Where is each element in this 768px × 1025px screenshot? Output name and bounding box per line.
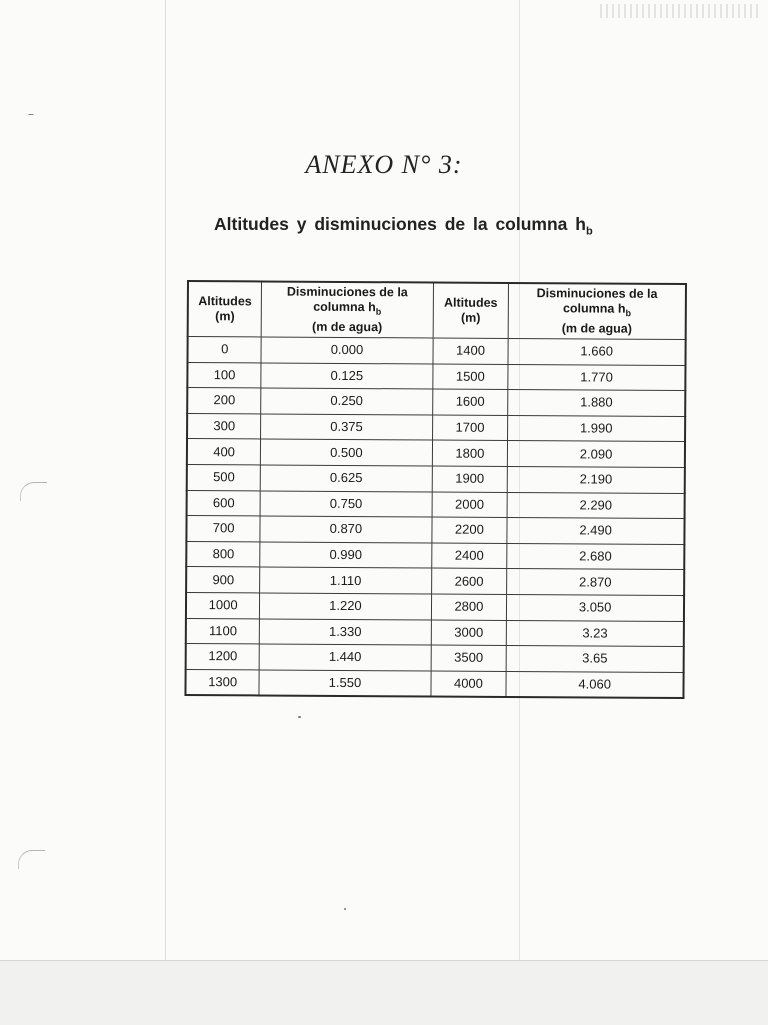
cell-decrease: 2.190 <box>508 466 685 493</box>
cell-decrease: 1.660 <box>508 338 685 365</box>
punch-hole <box>18 850 45 869</box>
cell-altitude: 1800 <box>432 440 508 466</box>
cell-decrease: 3.23 <box>507 620 684 647</box>
table-row <box>186 567 684 596</box>
header-altitudes: Altitudes (m) <box>188 281 262 337</box>
table-row <box>187 439 685 468</box>
cell-altitude: 500 <box>187 464 261 490</box>
table-row <box>187 337 685 366</box>
punch-hole <box>20 482 47 501</box>
cell-decrease: 2.290 <box>507 492 684 519</box>
cell-altitude: 800 <box>186 541 260 567</box>
table-row <box>187 464 685 493</box>
cell-altitude: 100 <box>187 362 261 388</box>
cell-decrease: 0.250 <box>261 388 432 415</box>
cell-decrease: 4.060 <box>506 671 683 698</box>
cell-decrease: 0.990 <box>260 542 431 569</box>
cell-decrease: 3.050 <box>507 594 684 621</box>
cell-altitude: 200 <box>187 388 261 414</box>
scan-bottom-edge <box>0 960 768 1025</box>
cell-altitude: 0 <box>187 337 261 363</box>
caption-text: Altitudes y disminuciones de la columna h <box>214 214 586 234</box>
cell-decrease: 2.490 <box>507 518 684 545</box>
table-row <box>185 669 683 698</box>
cell-decrease: 1.770 <box>508 364 685 391</box>
cell-altitude: 1500 <box>432 364 508 390</box>
caption-subscript: b <box>585 225 593 238</box>
cell-altitude: 900 <box>186 567 260 593</box>
cell-decrease: 1.110 <box>260 567 431 594</box>
page-title: ANEXO N° 3: <box>305 150 463 179</box>
header-altitudes: Altitudes (m) <box>433 283 509 339</box>
cell-altitude: 1400 <box>433 338 509 364</box>
scan-speck <box>344 908 346 910</box>
cell-decrease: 0.870 <box>260 516 431 543</box>
cell-decrease: 1.550 <box>259 670 430 697</box>
table-row <box>186 618 684 647</box>
scan-speck <box>28 114 34 115</box>
cell-altitude: 1000 <box>186 592 260 618</box>
cell-decrease: 0.000 <box>261 337 432 364</box>
cell-altitude: 1900 <box>432 466 508 492</box>
scan-noise <box>600 4 760 18</box>
header-decrease: Disminuciones de la columna $h_b$ (m de agua) <box>508 283 686 340</box>
cell-altitude: 700 <box>186 516 260 542</box>
table-row <box>186 644 684 673</box>
cell-altitude: 3500 <box>431 645 507 671</box>
cell-decrease: 1.330 <box>260 618 431 645</box>
cell-altitude: 2200 <box>431 517 507 543</box>
cell-decrease: 2.870 <box>507 569 684 596</box>
cell-decrease: 0.500 <box>261 439 432 466</box>
cell-decrease: 0.625 <box>261 465 432 492</box>
table-body <box>185 337 685 699</box>
cell-decrease: 0.375 <box>261 414 432 441</box>
table-row <box>187 490 685 519</box>
table-header-row <box>188 281 686 340</box>
cell-altitude: 300 <box>187 413 261 439</box>
table-row <box>186 541 684 570</box>
cell-altitude: 2800 <box>431 594 507 620</box>
cell-altitude: 1600 <box>432 389 508 415</box>
header-decrease: Disminuciones de la columna $h_b$ (m de agua) <box>261 281 433 338</box>
cell-decrease: 2.090 <box>508 441 685 468</box>
table-row <box>186 592 684 621</box>
table-row <box>186 516 684 545</box>
table-row <box>187 413 685 442</box>
cell-altitude: 1700 <box>432 415 508 441</box>
cell-altitude: 2600 <box>431 568 507 594</box>
scan-speck <box>298 716 301 718</box>
cell-altitude: 2000 <box>432 492 508 518</box>
cell-decrease: 2.680 <box>507 543 684 570</box>
altitude-table <box>184 280 687 699</box>
cell-decrease: 1.880 <box>508 390 685 417</box>
cell-decrease: 1.990 <box>508 415 685 442</box>
cell-altitude: 1200 <box>186 644 260 670</box>
cell-decrease: 1.440 <box>259 644 430 671</box>
cell-altitude: 600 <box>187 490 261 516</box>
cell-decrease: 3.65 <box>506 646 683 673</box>
table-row <box>187 362 685 391</box>
margin-line <box>165 0 166 960</box>
cell-altitude: 1100 <box>186 618 260 644</box>
cell-altitude: 400 <box>187 439 261 465</box>
cell-altitude: 4000 <box>430 671 506 698</box>
cell-altitude: 3000 <box>431 620 507 646</box>
cell-altitude: 1300 <box>185 669 259 696</box>
table-caption <box>214 214 593 238</box>
cell-decrease: 0.750 <box>260 491 431 518</box>
cell-decrease: 0.125 <box>261 363 432 390</box>
cell-decrease: 1.220 <box>260 593 431 620</box>
cell-altitude: 2400 <box>431 543 507 569</box>
table-row <box>187 388 685 417</box>
